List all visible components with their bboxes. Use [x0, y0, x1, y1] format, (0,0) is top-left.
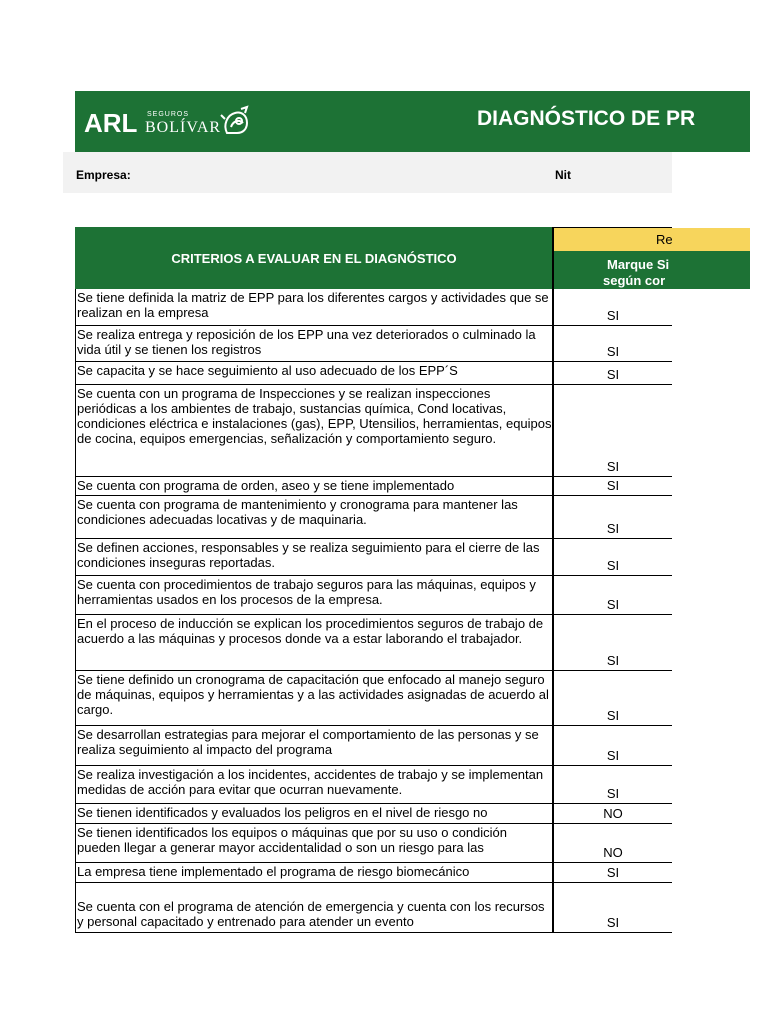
answer-header-line2: según cor: [603, 273, 666, 288]
answer-cell[interactable]: [554, 385, 672, 477]
answer-cell[interactable]: [554, 576, 672, 615]
table-row: [75, 726, 672, 766]
bolivar-emblem-icon: [219, 105, 253, 139]
answer-value: SI: [606, 478, 620, 493]
table-row: [75, 863, 672, 883]
table-row: [75, 539, 672, 576]
column-divider: [552, 227, 554, 933]
criteria-column-header: CRITERIOS A EVALUAR EN EL DIAGNÓSTICO: [75, 227, 553, 289]
table-row: [75, 883, 672, 933]
answer-column-header: [554, 251, 750, 289]
answer-cell[interactable]: [554, 671, 672, 726]
criteria-cell: Se cuenta con el programa de atención de emergencia y cuenta con los recursos y personal capacitado y entrenado para atender un evento: [75, 883, 552, 933]
company-info-bar: [63, 152, 672, 193]
answer-value: SI: [606, 597, 620, 612]
answer-value: SI: [606, 344, 620, 359]
answer-value: SI: [606, 308, 620, 323]
answer-cell[interactable]: [554, 726, 672, 766]
answer-cell[interactable]: [554, 477, 672, 496]
criteria-cell: Se tienen identificados los equipos o máquinas que por su uso o condición pueden llegar a generar mayor accidentalidad o son un riesgo para las: [75, 824, 552, 863]
criteria-cell: Se tienen identificados y evaluados los peligros en el nivel de riesgo no: [75, 804, 552, 824]
criteria-cell: La empresa tiene implementado el programa de riesgo biomecánico: [75, 863, 552, 883]
answer-value: NO: [603, 845, 623, 860]
answer-value: SI: [606, 653, 620, 668]
empresa-label: Empresa:: [76, 168, 131, 182]
table-row: [75, 362, 672, 385]
criteria-cell: Se capacita y se hace seguimiento al uso adecuado de los EPP´S: [75, 362, 552, 385]
answer-cell[interactable]: [554, 804, 672, 824]
answer-cell[interactable]: [554, 615, 672, 671]
answer-cell[interactable]: [554, 766, 672, 804]
table-row: [75, 804, 672, 824]
answer-value: SI: [606, 459, 620, 474]
response-header: [554, 228, 750, 251]
logo-bolivar-text: BOLÍVAR: [145, 119, 222, 136]
answer-cell[interactable]: [554, 289, 672, 326]
criteria-cell: En el proceso de inducción se explican los procedimientos seguros de trabajo de acuerdo a las máquinas y procesos donde va a estar laborando el trabajador.: [75, 615, 552, 671]
answer-value: SI: [606, 558, 620, 573]
answer-cell[interactable]: [554, 883, 672, 933]
logo-arl: ARL: [84, 108, 138, 138]
criteria-cell: Se definen acciones, responsables y se realiza seguimiento para el cierre de las condiciones inseguras reportadas.: [75, 539, 552, 576]
table-row: [75, 289, 672, 326]
logo-seguros-text: SEGUROS: [147, 111, 190, 118]
criteria-cell: Se tiene definido un cronograma de capacitación que enfocado al manejo seguro de máquinas, equipos y herramientas y a las actividades asignadas de acuerdo al cargo.: [75, 671, 552, 726]
table-row: [75, 671, 672, 726]
criteria-cell: Se cuenta con procedimientos de trabajo seguros para las máquinas, equipos y herramientas usados en los procesos de la empresa.: [75, 576, 552, 615]
table-row: [75, 385, 672, 477]
criteria-cell: Se realiza entrega y reposición de los EPP una vez deteriorados o culminado la vida útil y se tienen los registros: [75, 326, 552, 362]
answer-value: SI: [606, 708, 620, 723]
table-row: [75, 496, 672, 539]
answer-value: SI: [606, 865, 620, 880]
criteria-cell: Se cuenta con programa de orden, aseo y se tiene implementado: [75, 477, 552, 496]
table-row: [75, 576, 672, 615]
criteria-table: [75, 289, 672, 933]
answer-cell[interactable]: [554, 326, 672, 362]
answer-cell[interactable]: [554, 539, 672, 576]
table-row: [75, 615, 672, 671]
nit-label: Nit: [555, 168, 571, 182]
banner-title: DIAGNÓSTICO DE PR: [477, 107, 696, 130]
criteria-cell: Se cuenta con programa de mantenimiento y cronograma para mantener las condiciones adecuadas locativas y de maquinaria.: [75, 496, 552, 539]
answer-value: SI: [606, 748, 620, 763]
answer-value: SI: [606, 521, 620, 536]
answer-value: SI: [606, 367, 620, 382]
header-banner: [75, 91, 750, 152]
table-row: [75, 477, 672, 496]
answer-value: NO: [603, 806, 623, 821]
response-header-label: Re: [656, 232, 673, 247]
criteria-cell: Se realiza investigación a los incidentes, accidentes de trabajo y se implementan medidas de acción para evitar que ocurran nuevamente.: [75, 766, 552, 804]
criteria-cell: Se tiene definida la matriz de EPP para los diferentes cargos y actividades que se realizan en la empresa: [75, 289, 552, 326]
answer-cell[interactable]: [554, 362, 672, 385]
answer-cell[interactable]: [554, 824, 672, 863]
answer-cell[interactable]: [554, 496, 672, 539]
criteria-cell: Se cuenta con un programa de Inspecciones y se realizan inspecciones periódicas a los ambientes de trabajo, sustancias química, Cond locativas, condiciones eléctrica e instalaciones (gas), EPP, Utensilios, herramientas, equipos de cocina, equipos emergencias, señalización y comportamiento seguro.: [75, 385, 552, 477]
answer-value: SI: [606, 786, 620, 801]
table-row: [75, 824, 672, 863]
table-row: [75, 326, 672, 362]
criteria-cell: Se desarrollan estrategias para mejorar el comportamiento de las personas y se realiza seguimiento al impacto del programa: [75, 726, 552, 766]
table-row: [75, 766, 672, 804]
answer-value: SI: [606, 915, 620, 930]
answer-cell[interactable]: [554, 863, 672, 883]
answer-header-line1: Marque Si: [607, 257, 670, 272]
